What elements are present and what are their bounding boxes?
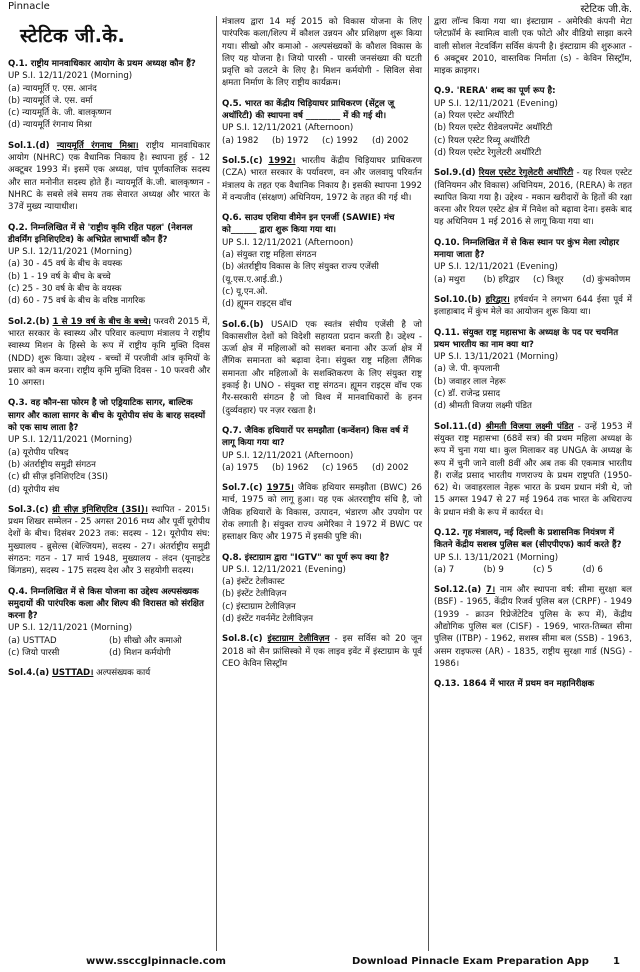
question-text: Q.5. भारत का केंद्रीय चिड़ियाघर प्राधिकरण (सेंट्रल जू अथॉरिटी) की स्थापना वर्ष ________ में की गई थी। [222,98,395,122]
answer-option: (c) यू.एन.ओ. [222,286,268,297]
page-number: 1 [613,956,620,967]
footer-app-promo: Download Pinnacle Exam Preparation App [352,956,589,967]
solution-answer: इंस्टाग्राम टेलीविज़न [267,634,330,645]
solution-text [222,319,422,417]
options-list [434,110,632,159]
answer-option: (c) 1992 [322,135,359,146]
answer-option: (c) इंस्टाग्राम टेलीविज़न [222,601,296,612]
solution-answer: 1975। [266,483,294,494]
solution-explanation: स्थापित - 2015। प्रथम शिखर सम्मेलन - 25 अगस्त 2016 मध्य और पूर्वी यूरोपीय देशों के बीच। दिसंबर 2023 तक: सदस्य - 12। यूरोपीय संघ: मुख्यालय - ब्रुसेल्स (बेल्जियम), सदस्य - 27। अंतर्राष्ट्रीय समुद्री संगठन: गठन - 17 मार्च 1948, मुख्यालय - लंदन (यूनाइटेड किंगडम), सदस्य - 175 सदस्य देश और 3 सहयोगी सदस्य। [8,504,210,577]
page-footer [0,954,640,972]
solution-answer: USTTAD। [51,668,94,679]
answer-option: (b) न्यायमूर्ति जे. एस. वर्मा [8,95,93,106]
solution-text [8,667,210,679]
exam-reference: UP S.I. 13/11/2021 (Morning) [434,352,559,363]
solution-text [8,504,210,578]
answer-option: (c) त्रिशूर [533,274,564,285]
question-block [434,237,632,286]
solution-label: Sol.7.(c) [222,483,263,494]
question-block [222,552,422,626]
question-text: Q.12. गृह मंत्रालय, नई दिल्ली के प्रशासनिक नियंत्रण में कितने केंद्रीय सशस्त्र पुलिस बल (सीएपीएफ) कार्य करते हैं? [434,527,622,551]
question-block [8,397,210,495]
answer-option: (d) 60 - 75 वर्ष के बीच के वरिष्ठ नागरिक [8,296,146,307]
solution-block [222,482,422,543]
column-divider [216,16,217,951]
answer-option: (d) यूरोपीय संघ [8,484,60,495]
column-1 [4,16,214,951]
question-text: Q.6. साउथ एशिया वीमेन इन एनर्जी (SAWIE) मंच को______ द्वारा शुरू किया गया था। [222,213,395,236]
page-title: स्टेटिक जी.के. [20,25,126,47]
exam-reference: UP S.I. 12/11/2021 (Evening) [222,564,346,575]
solution-block [8,140,210,214]
answer-option: (b) सीखो और कमाओ [109,635,182,646]
question-text: Q.1. राष्ट्रीय मानवाधिकार आयोग के प्रथम अध्यक्ष कौन हैं? [8,59,196,69]
answer-option: (a) यूरोपीय परिषद [8,447,69,458]
answer-option: (c) जियो पारसी [8,648,60,659]
answer-option: (b) 1 - 19 वर्ष के बीच के बच्चे [8,271,111,282]
answer-option: (a) USTTAD [8,635,57,646]
options-list [8,635,210,660]
solution-answer: श्रीमती विजया लक्ष्मी पंडित [485,421,574,432]
answer-option: (d) 2002 [372,462,409,473]
answer-option: (d) इंस्टेंट गवर्नमेंट टेलीविज़न [222,614,313,625]
solution-label: Sol.6.(b) [222,319,264,330]
solution-label: Sol.4.(a) [8,668,50,679]
answer-option: (d) ह्यूमन राइट्स वॉच [222,299,292,310]
answer-option: (a) 1982 [222,135,259,146]
column-2 [218,16,426,951]
solution-text [222,633,422,670]
solution-block [8,667,210,679]
solution-answer: न्यायमूर्ति रंगनाथ मिश्रा। [56,140,139,151]
answer-option: (d) रियल एस्टेट रेगुलेटरी अथॉरिटी [434,147,542,158]
options-list [434,363,632,412]
exam-reference: UP S.I. 12/11/2021 (Afternoon) [222,450,354,461]
question-text: Q.9. 'RERA' शब्द का पूर्ण रूप है: [434,86,556,97]
exam-reference: UP S.I. 12/11/2021 (Evening) [434,98,558,109]
solution-text [434,421,632,519]
question-block [222,212,422,310]
solution-text [222,155,422,204]
question-text: Q.2. निम्नलिखित में से 'राष्ट्रीय कृमि रहित पहल' (नेशनल डीवर्मिंग इनिशिएटिव) के अभिप्रेत लाभार्थी कौन हैं? [8,222,193,245]
question-text: Q.11. संयुक्त राष्ट्र महासभा के अध्यक्ष के पद पर चयनित प्रथम भारतीय का नाम क्या था? [434,327,619,350]
question-block [434,85,632,159]
footer-website-link[interactable]: www.ssccglpinnacle.com [86,956,226,967]
solution-block [222,633,422,670]
question-block [434,527,632,576]
solution-label: Sol.5.(c) [222,155,263,166]
question-text: Q.8. इंस्टाग्राम द्वारा "IGTV" का पूर्ण रूप क्या है? [222,552,390,563]
answer-option: (d) 2002 [372,135,409,146]
solution-label: Sol.10.(b) [434,294,482,305]
solution-label: Sol.3.(c) [8,504,49,515]
header-section-title: स्टेटिक जी.के. [580,4,632,15]
solution-block [434,16,632,77]
solution-text [434,294,632,319]
solution-explanation: हर्षवर्धन ने लगभग 644 ईसा पूर्व में इलाहाबाद में कुंभ मेले का आयोजन शुरू किया था। [434,294,633,318]
question-block [8,58,210,132]
options-list [222,135,422,147]
question-text: Q.4. निम्नलिखित में से किस योजना का उद्देश्य अल्पसंख्यक समुदायों की पारंपरिक कला और शिल्प की विरासत को संरक्षित करना है? [8,586,204,622]
solution-text [8,316,210,390]
solution-answer: 1992। [268,155,296,166]
solution-label: Sol.12.(a) [434,585,482,596]
exam-reference: UP S.I. 13/11/2021 (Morning) [434,552,559,563]
answer-option: (b) इंस्टेंट टेलीविज़न [222,589,287,600]
exam-reference: UP S.I. 12/11/2021 (Morning) [8,435,133,446]
exam-reference: UP S.I. 12/11/2021 (Evening) [434,262,558,273]
answer-option: (b) जवाहर लाल नेहरू [434,376,506,387]
options-list [434,274,632,286]
solution-explanation: फरवरी 2015 में, भारत सरकार के स्वास्थ्य और परिवार कल्याण मंत्रालय ने राष्ट्रीय स्वास्थ्य मिशन के हिस्से के रूप में राष्ट्रीय कृमि मुक्ति दिवस (NDD) शुरू किया। उद्देश्य - बच्चों में परजीवी आंत्र कृमियों के प्रसार को कम करना। राष्ट्रीय कृमि मुक्ति दिवस - 10 फरवरी और 10 अगस्त। [8,316,211,389]
answer-option: (a) जे. पी. कृपलानी [434,364,500,375]
question-block [8,586,210,660]
solution-answer: 7। [485,585,496,596]
answer-option: (c) थ्री सीज़ इनिशिएटिव (3SI) [8,472,109,483]
solution-block [434,294,632,319]
solution-block [222,16,422,90]
answer-option: (c) 1965 [322,462,359,473]
options-list [222,462,422,474]
solution-block [222,319,422,417]
solution-explanation: राष्ट्रीय मानवाधिकार आयोग (NHRC) एक वैधानिक निकाय है। स्थापना हुई - 12 अक्टूबर 1993 में। इसमें एक अध्यक्ष, पांच पूर्णकालिक सदस्य और सात मनोनीत सदस्य होते हैं। न्यायमूर्ति के.जी. बालकृष्णन - NHRC के सबसे लंबे समय तक सेवारत अध्यक्ष और भारत के 37वें मुख्य न्यायाधीश। [8,140,211,213]
question-text: Q.13. 1864 में भारत में प्रथम वन महानिरीक्षक [434,679,595,690]
solution-answer: हरिद्वार। [485,294,510,305]
solution-block [434,584,632,670]
solution-label: Sol.1.(d) [8,140,50,151]
answer-option: (a) रियल एस्टेट अथॉरिटी [434,111,515,122]
question-block [222,98,422,147]
solution-text [434,167,632,228]
solution-text [222,482,422,543]
answer-option: (b) 1972 [272,135,309,146]
answer-option: (d) कुंभकोणम [582,274,631,285]
solution-explanation: मंत्रालय द्वारा 14 मई 2015 को विकास योजना के लिए पारंपरिक कला/शिल्प में कौशल उन्नयन और प्रशिक्षण शुरू किया गया। सीखो और कमाओ - अल्पसंख्यकों के कौशल विकास के लिए यह योजना है। जियो पारसी - पारसी जनसंख्या की घटती प्रवृत्ति को उलटने के लिए है। मिशन कर्मयोगी - सिविल सेवा क्षमता निर्माण के लिए राष्ट्रीय कार्यक्रम। [222,17,422,89]
answer-option: (a) 7 [434,564,455,575]
solution-explanation: - यह रियल एस्टेट (विनियमन और विकास) अधिनियम, 2016, (RERA) के तहत स्थापित किया गया है। उद्देश्य - मकान खरीदारों के हितों की रक्षा करना और रियल एस्टेट क्षेत्र में निवेश को बढ़ावा देना। इसके बाद यह अधिनियम 1 मई 2016 से लागू किया गया था। [434,168,633,228]
solution-block [434,167,632,228]
solution-explanation: जैविक हथियार समझौता (BWC) 26 मार्च, 1975 को लागू हुआ। यह एक अंतरराष्ट्रीय संधि है, जो जैविक हथियारों के विकास, उत्पादन, भंडारण और उपयोग पर रोक लगाती है। संयुक्त राज्य अमेरिका ने 1972 में BWC पर हस्ताक्षर किए और 1975 में इसकी पुष्टि की। [222,483,423,543]
solution-explanation: USAID एक स्वतंत्र संघीय एजेंसी है जो विकासशील देशों को विदेशी सहायता प्रदान करती है। उद्देश्य - ऊर्जा क्षेत्र में महिलाओं को सशक्त बनाना और ऊर्जा क्षेत्र में लैंगिक समानता को बढ़ावा देना। संयुक्त राष्ट्र महिला लैंगिक समानता और महिलाओं के सशक्तिकरण के लिए संयुक्त राष्ट्र इकाई है। UNO - संयुक्त राष्ट्र संगठन। ह्यूमन राइट्स वॉच एक गैर-सरकारी संगठन है जो विश्व में मानवाधिकारों के हनन (दुर्व्यवहार) पर नज़र रखता है। [222,319,422,416]
solution-label: Sol.9.(d) [434,168,476,179]
options-list [434,564,632,576]
header-brand: Pinnacle [8,1,50,12]
question-block [222,425,422,474]
solution-text [222,16,422,90]
exam-reference: UP S.I. 12/11/2021 (Morning) [8,623,133,634]
solution-answer: 1 से 19 वर्ष के बीच के बच्चे। [52,316,151,327]
question-block [8,222,210,308]
options-list [222,249,422,310]
question-block [434,678,632,690]
column-3 [430,16,636,951]
answer-option: (a) संयुक्त राष्ट्र महिला संगठन [222,250,317,261]
solution-explanation: द्वारा लॉन्च किया गया था। इंस्टाग्राम - अमेरिकी कंपनी मेटा प्लेटफ़ॉर्म के स्वामित्व वाली एक फोटो और वीडियो साझा करने वाली सोशल नेटवर्किंग सर्विस कंपनी है। इंस्टाग्राम की शुरुआत - 6 अक्टूबर 2010, वास्तविक निर्माता (s) - केविन सिस्ट्रॉम, माइक क्राइगर। [434,17,632,77]
solution-label: Sol.2.(b) [8,316,50,327]
answer-option: (c) न्यायमूर्ति के. जी. बालकृष्णन [8,108,112,119]
question-text: Q.3. वह कौन-सा फोरम है जो एड्रियाटिक सागर, बाल्टिक सागर और काला सागर के बीच के यूरोपीय संघ के बारह सदस्यों को एक साथ लाता है? [8,398,206,434]
exam-reference: UP S.I. 12/11/2021 (Afternoon) [222,237,354,248]
answer-option: (c) 5 [533,564,553,575]
solution-text [8,140,210,214]
answer-option: (a) इंस्टेंट टेलीकास्ट [222,577,285,588]
solution-answer: रियल एस्टेट रेगुलेटरी अथॉरिटी [478,168,574,179]
answer-option: (b) 1962 [272,462,309,473]
solution-explanation: अल्पसंख्यक कार्य [96,668,151,679]
solution-explanation: भारतीय केंद्रीय चिड़ियाघर प्राधिकरण (CZA) भारत सरकार के पर्यावरण, वन और जलवायु परिवर्तन मंत्रालय के तहत एक वैधानिक निकाय है। इसकी स्थापना 1992 में वन्यजीव (संरक्षण) अधिनियम, 1972 के तहत की गई थी। [222,155,423,203]
question-text: Q.10. निम्नलिखित में से किस स्थान पर कुंभ मेला त्योहार मनाया जाता है? [434,237,620,261]
solution-text [434,584,632,670]
answer-option: (c) डॉ. राजेन्द्र प्रसाद [434,389,501,400]
solution-explanation: नाम और स्थापना वर्ष: सीमा सुरक्षा बल (BSF) - 1965, केंद्रीय रिजर्व पुलिस बल (CRPF) - 1949 (1939 - क्राउन रिप्रेजेंटेटिव पुलिस के रूप में), केंद्रीय औद्योगिक पुलिस बल (CISF) - 1969, भारत-तिब्बत सीमा पुलिस (ITBP) - 1962, सशस्त्र सीमा बल (SSB) - 1963, असम राइफल्स (AR) - 1835, राष्ट्रीय सुरक्षा गार्ड (NSG) - 1986। [434,585,632,669]
options-list [222,576,422,625]
answer-option: (b) 9 [483,564,504,575]
answer-option: (b) अंतर्राष्ट्रीय समुद्री संगठन [8,459,96,470]
answer-option: (c) 25 - 30 वर्ष के बीच के वयस्क [8,284,122,295]
exam-reference: UP S.I. 12/11/2021 (Morning) [8,71,133,82]
solution-label: Sol.8.(c) [222,634,263,645]
answer-option: (d) मिशन कर्मयोगी [109,648,171,659]
solution-block [222,155,422,204]
solution-explanation: - उन्हें 1953 में संयुक्त राष्ट्र महासभा (68वें सत्र) की प्रथम महिला अध्यक्ष के रूप में चुना गया था। कुल मिलाकर वह UNGA के अध्यक्ष के रूप में चुनी जाने वाली 8वीं और अब तक की एकमात्र भारतीय हैं। राजेंद्र प्रसाद भारतीय गणराज्य के प्रथम राष्ट्रपति (1950-62) थे। जवाहरलाल नेहरू भारत के प्रथम प्रधान मंत्री थे, जो 15 अगस्त 1947 से 27 मई 1964 तक भारत के अधिराज्य के प्रधान मंत्री के रूप में कार्यरत थे। [434,421,633,518]
solution-block [8,504,210,578]
solution-block [434,421,632,519]
answer-option: (d) 6 [582,564,603,575]
answer-option: (a) मथुरा [434,274,466,285]
options-list [8,258,210,307]
answer-option: (b) हरिद्वार [483,274,520,285]
solution-answer: थ्री सीज़ इनिशिएटिव (3SI)। [52,504,148,515]
question-block [434,327,632,413]
solution-text [434,16,632,77]
answer-option: (a) 1975 [222,462,259,473]
answer-option: (b) अंतर्राष्ट्रीय विकास के लिए संयुक्त राज्य एजेंसी (यू.एस.ए.आई.डी.) [222,262,379,285]
column-divider [428,16,429,951]
question-text: Q.7. जैविक हथियारों पर समझौता (कन्वेंशन) किस वर्ष में लागू किया गया था? [222,425,409,449]
solution-label: Sol.11.(d) [434,421,482,432]
exam-reference: UP S.I. 12/11/2021 (Afternoon) [222,123,354,134]
solution-explanation: - इस सर्विस को 20 जून 2018 को सैन फ्रांसिस्को में एक लाइव इवेंट में इंस्टाग्राम के पूर्व CEO केविन सिस्ट्रॉम [222,634,423,669]
solution-block [8,316,210,390]
exam-reference: UP S.I. 12/11/2021 (Morning) [8,247,133,258]
answer-option: (d) न्यायमूर्ति रंगनाथ मिश्रा [8,120,92,131]
answer-option: (c) रियल एस्टेट रिव्यू अथॉरिटी [434,135,530,146]
answer-option: (d) श्रीमती विजया लक्ष्मी पंडित [434,401,532,412]
answer-option: (a) न्यायमूर्ति ए. एस. आनंद [8,83,97,94]
answer-option: (a) 30 - 45 वर्ष के बीच के वयस्क [8,259,123,270]
answer-option: (b) रियल एस्टेट रीडेवलपमेंट अथॉरिटी [434,123,553,134]
options-list [8,83,210,132]
page-header [0,0,640,14]
options-list [8,447,210,496]
